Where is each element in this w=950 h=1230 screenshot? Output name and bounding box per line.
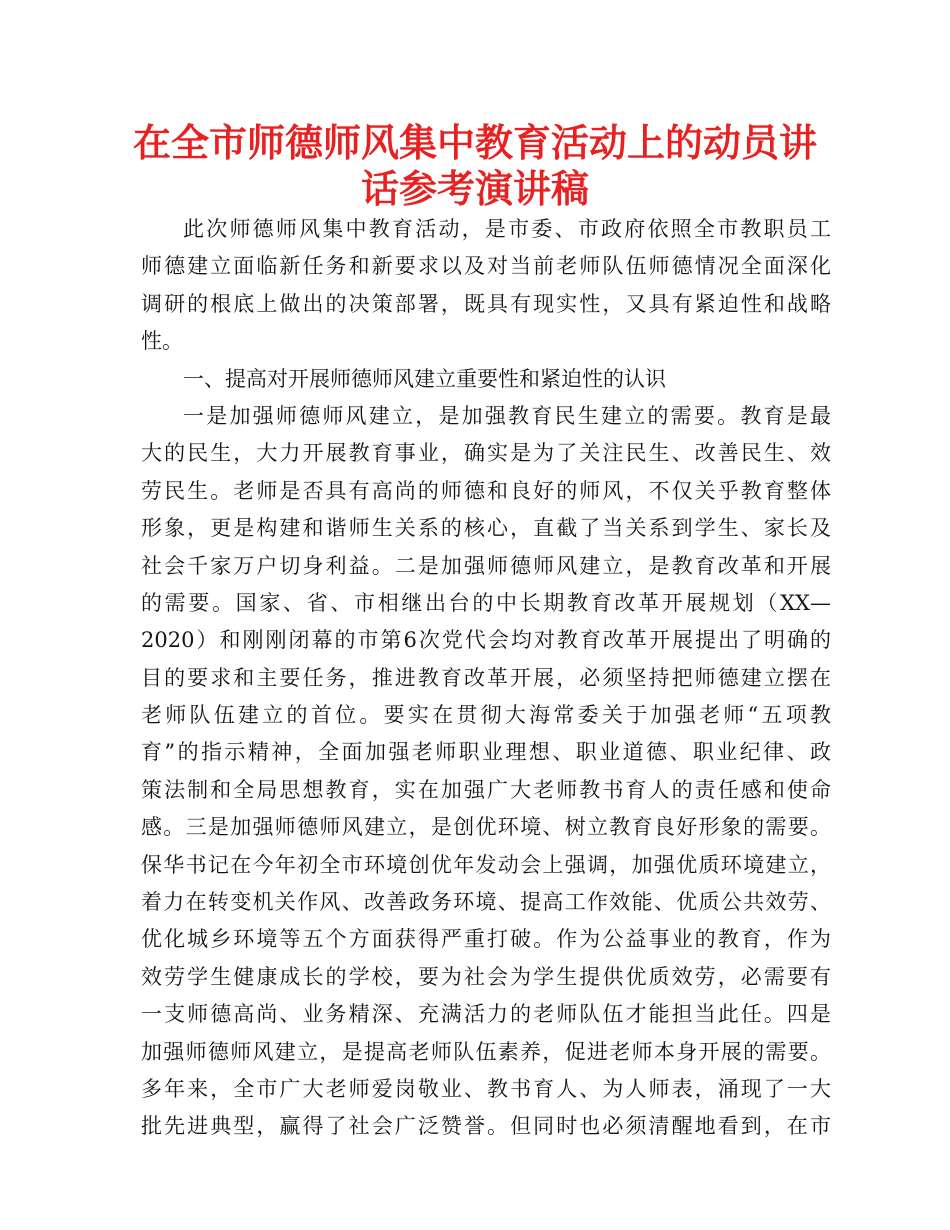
paragraph-3-line-19: 多年来，全市广大老师爱岗敬业、教书育人、为人师表，涌现了一大 (141, 1076, 831, 1101)
document-title (120, 120, 830, 212)
paragraph-3-line-9: 老师队伍建立的首位。要实在贯彻大海常委关于加强老师“五项教 (141, 703, 831, 728)
paragraph-3-line-5: 社会千家万户切身利益。二是加强师德师风建立，是教育改革和开展 (141, 553, 831, 578)
paragraph-3-line-2: 大的民生，大力开展教育事业，确实是为了关注民生、改善民生、效 (141, 441, 831, 466)
title-line-2: 话参考演讲稿 (360, 167, 589, 211)
paragraph-3-line-17: 一支师德高尚、业务精深、充满活力的老师队伍才能担当此任。四是 (141, 1002, 831, 1027)
paragraph-3-line-10: 育”的指示精神，全面加强老师职业理想、职业道德、职业纪律、政 (141, 740, 831, 765)
paragraph-3-line-13: 保华书记在今年初全市环境创优年发动会上强调，加强优质环境建立， (141, 852, 831, 877)
paragraph-3-line-8: 目的要求和主要任务，推进教育改革开展，必须坚持把师德建立摆在 (141, 665, 831, 690)
paragraph-3-line-14: 着力在转变机关作风、改善政务环境、提高工作效能、优质公共效劳、 (141, 890, 831, 915)
paragraph-3-line-11: 策法制和全局思想教育，实在加强广大老师教书育人的责任感和使命 (141, 777, 831, 802)
paragraph-3-line-1: 一是加强师德师风建立，是加强教育民生建立的需要。教育是最 (183, 403, 831, 428)
paragraph-3-line-6: 的需要。国家、省、市相继出台的中长期教育改革开展规划（XX— (141, 590, 831, 615)
paragraph-3-line-4: 形象，更是构建和谐师生关系的核心，直截了当关系到学生、家长及 (141, 516, 831, 541)
paragraph-3-line-15: 优化城乡环境等五个方面获得严重打破。作为公益事业的教育，作为 (141, 927, 831, 952)
paragraph-3-line-16: 效劳学生健康成长的学校，要为社会为学生提供优质效劳，必需要有 (141, 964, 831, 989)
paragraph-3-line-7: 2020）和刚刚闭幕的市第6次党代会均对教育改革开展提出了明确的 (141, 628, 831, 653)
paragraph-1-line-1: 此次师德师风集中教育活动，是市委、市政府依照全市教职员工 (183, 217, 831, 241)
title-line-1: 在全市师德师风集中教育活动上的动员讲 (132, 121, 817, 165)
paragraph-1-line-3: 调研的根底上做出的决策部署，既具有现实性，又具有紧迫性和战略 (141, 291, 831, 316)
section-heading-1: 一、提高对开展师德师风建立重要性和紧迫性的认识 (183, 366, 666, 391)
paragraph-1-line-4: 性。 (141, 329, 183, 354)
paragraph-1-line-2: 师德建立面临新任务和新要求以及对当前老师队伍师德情况全面深化 (141, 254, 831, 279)
paragraph-3-line-18: 加强师德师风建立，是提高老师队伍素养，促进老师本身开展的需要。 (141, 1039, 831, 1064)
paragraph-3-line-20: 批先进典型，赢得了社会广泛赞誉。但同时也必须清醒地看到，在市 (141, 1114, 831, 1139)
paragraph-3-line-12: 感。三是加强师德师风建立，是创优环境、树立教育良好形象的需要。 (141, 815, 831, 840)
document-body (141, 211, 831, 1146)
paragraph-3-line-3: 劳民生。老师是否具有高尚的师德和良好的师风，不仅关乎教育整体 (141, 478, 831, 503)
